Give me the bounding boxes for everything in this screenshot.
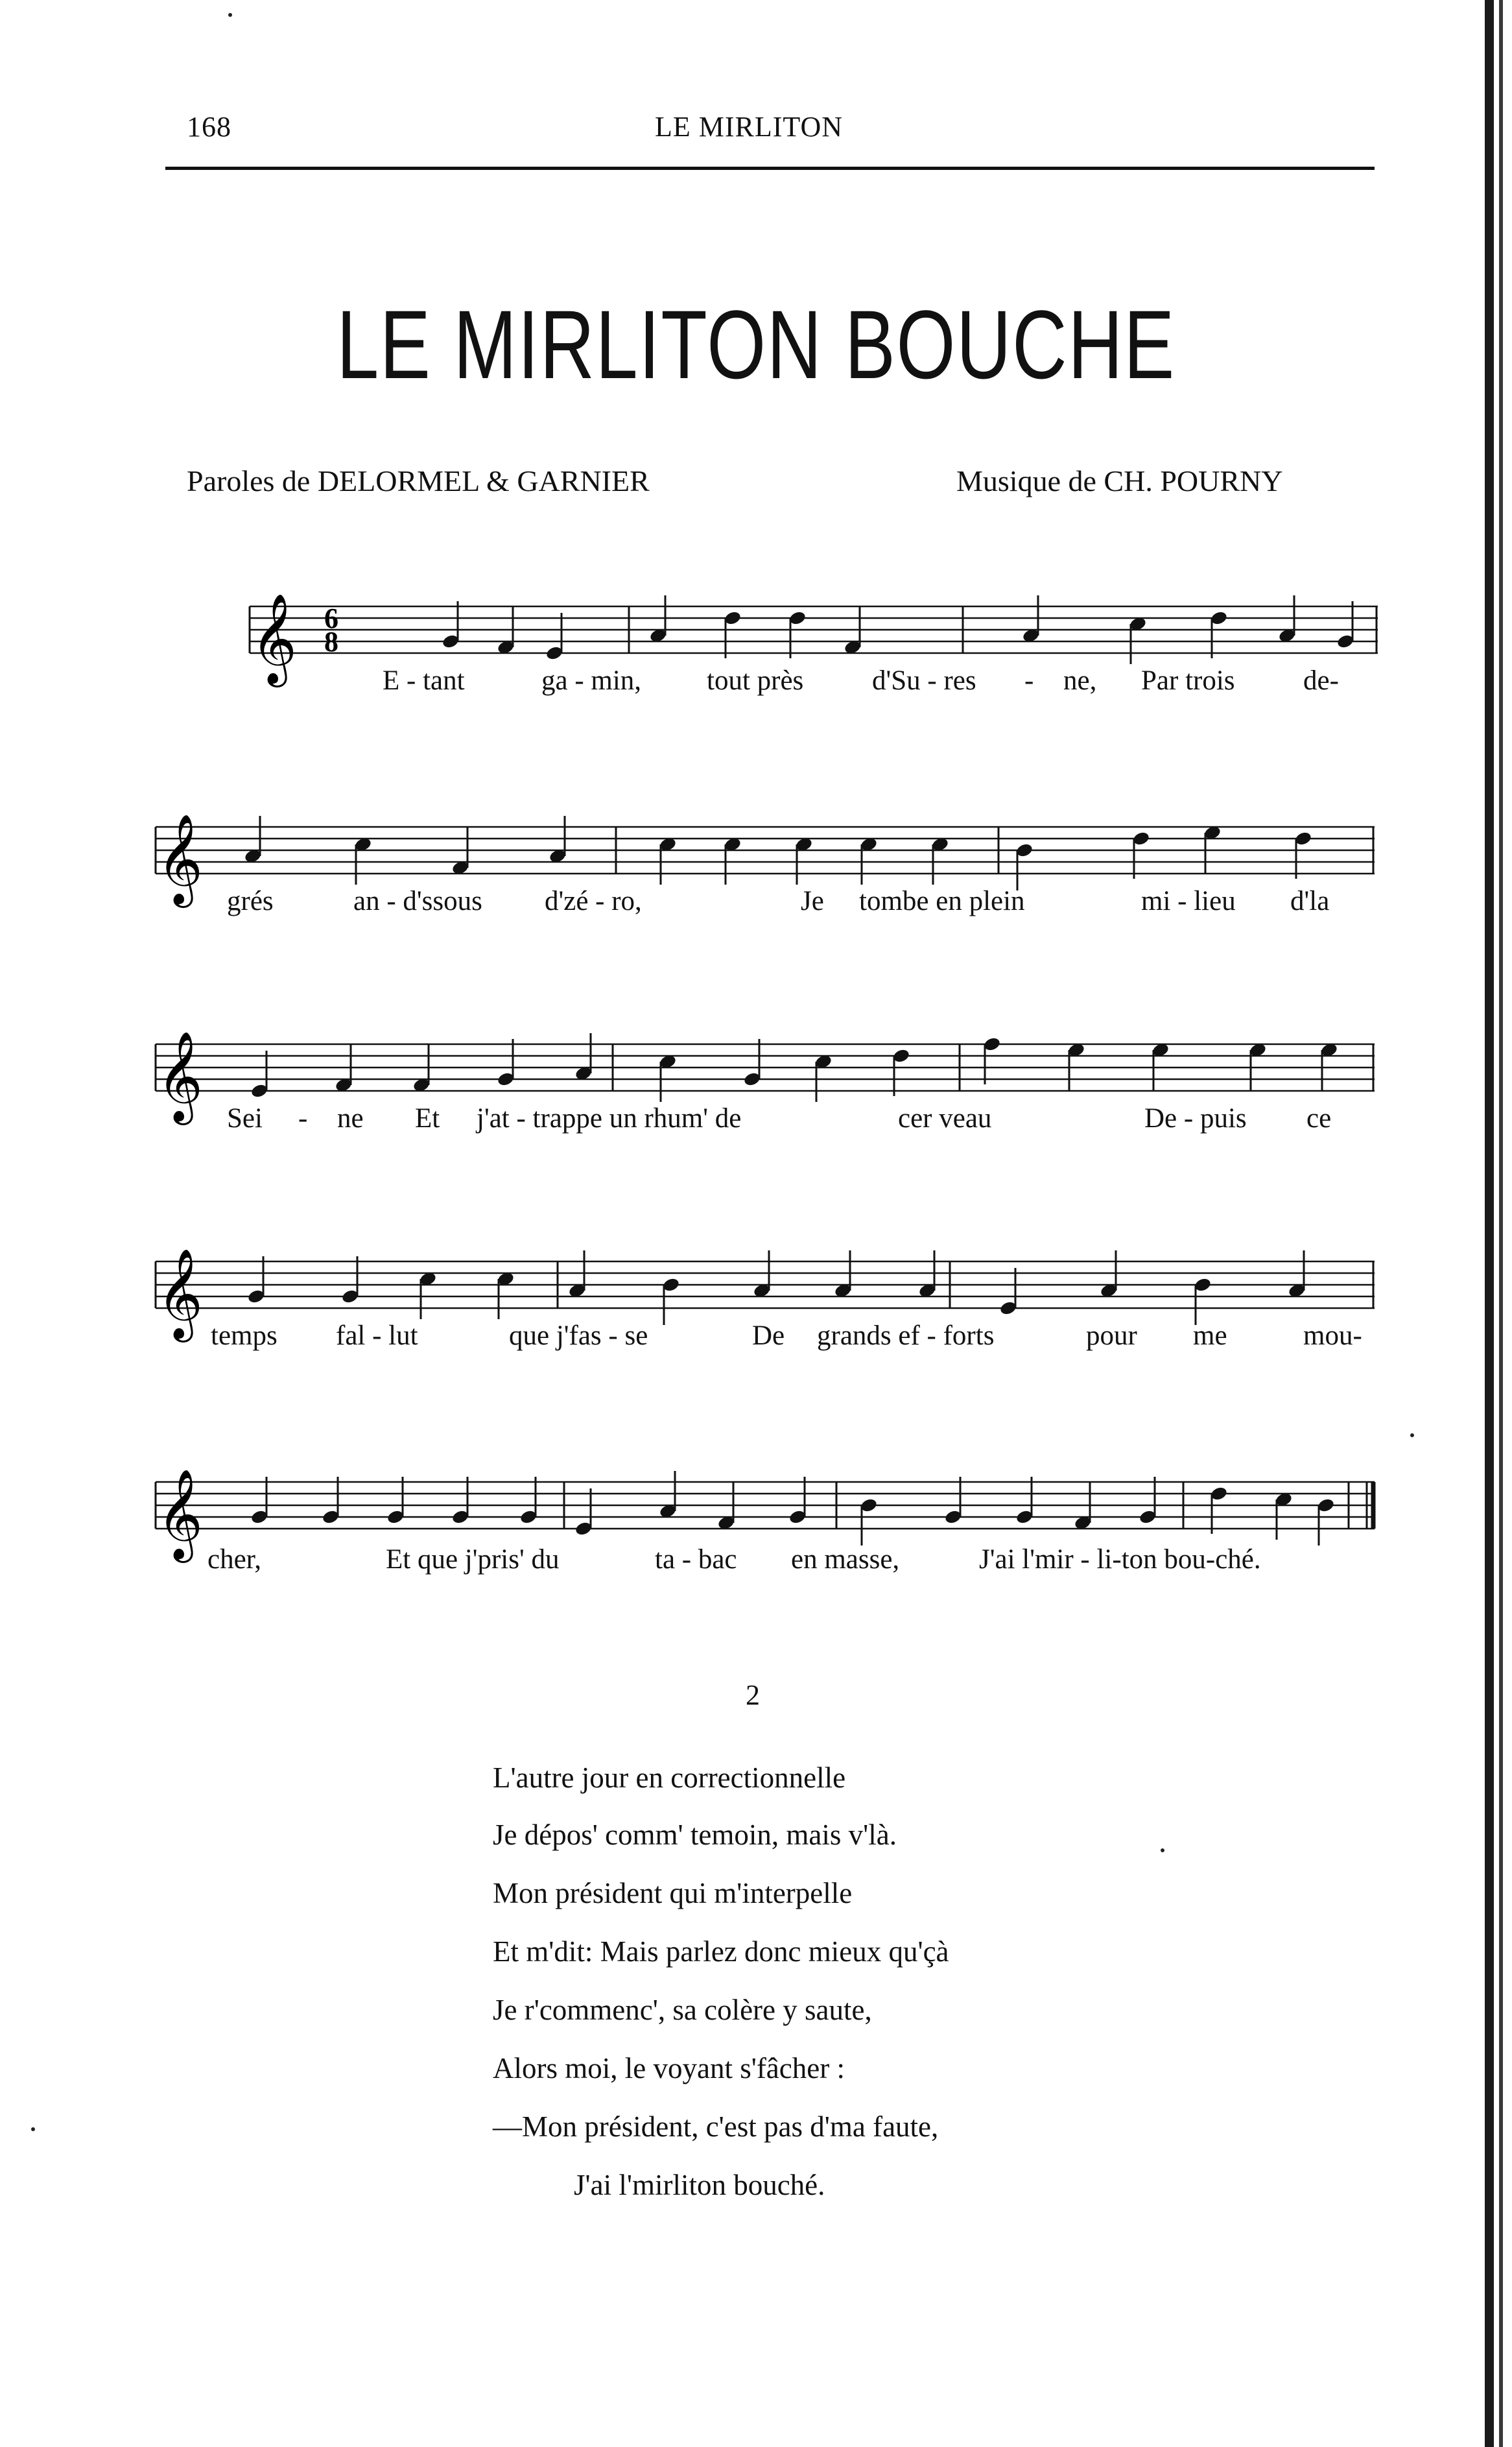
verse-line: Et m'dit: Mais parlez donc mieux qu'çà [493, 1935, 949, 1968]
lyric-syllable: grés [227, 886, 274, 916]
note-icon [1015, 1477, 1034, 1525]
lyric-syllable: d'la [1290, 886, 1330, 916]
lyric-syllable: temps [211, 1320, 278, 1351]
note-icon [1320, 1042, 1339, 1090]
lyric-syllable: ta - bac [655, 1544, 737, 1575]
note-icon [918, 1250, 937, 1298]
note-icon [574, 1033, 593, 1081]
lyric-syllable: Je [801, 886, 824, 916]
note-icon [1067, 1042, 1086, 1090]
lyric-syllable: De [752, 1320, 785, 1351]
lyric-syllable: tombe en plein [859, 886, 1025, 916]
note-icon [1203, 825, 1222, 873]
note-icon [322, 1477, 340, 1525]
lyric-syllable: ga - min, [541, 665, 642, 696]
stanza-number: 2 [746, 1679, 760, 1711]
page-number: 168 [187, 111, 231, 143]
note-icon [860, 837, 879, 885]
lyric-syllable: ne [337, 1103, 364, 1134]
note-icon [545, 613, 564, 661]
lyric-syllable: - [1024, 665, 1034, 696]
verse-line: Alors moi, le voyant s'fâcher : [493, 2052, 845, 2084]
note-icon [386, 1477, 405, 1525]
note-icon [1278, 595, 1297, 643]
verse-line: Je dépos' comm' temoin, mais v'là. [493, 1819, 897, 1851]
note-icon [412, 1045, 431, 1093]
note-icon [244, 816, 263, 864]
note-icon [1152, 1042, 1170, 1090]
note-icon [549, 816, 567, 864]
lyric-syllable: an - d'ssous [353, 886, 482, 916]
lyric-syllable: ne, [1063, 665, 1097, 696]
lyric-syllable: Et que j'pris' du [386, 1544, 560, 1575]
verse-line: L'autre jour en correctionnelle [493, 1761, 846, 1794]
note-icon [1288, 1250, 1306, 1298]
note-icon [250, 1051, 269, 1099]
verse-line: Je r'commenc', sa colère y saute, [493, 1994, 872, 2026]
note-icon [659, 1471, 678, 1519]
verse-line: Mon président qui m'interpelle [493, 1877, 853, 1909]
note-icon [717, 1483, 736, 1531]
time-signature-digit: 8 [324, 626, 338, 658]
note-icon [1132, 831, 1151, 879]
note-icon [1139, 1477, 1157, 1525]
note-icon [814, 1054, 833, 1102]
note-icon [743, 1039, 762, 1087]
note-icon [1275, 1492, 1293, 1540]
lyric-syllable: J'ai l'mir - li-ton bou-ché. [979, 1544, 1261, 1575]
note-icon [1015, 842, 1034, 890]
note-icon [1129, 616, 1148, 664]
note-icon [247, 1256, 266, 1304]
scan-speck [1410, 1433, 1414, 1437]
lyric-syllable: en masse, [791, 1544, 900, 1575]
note-icon [519, 1477, 538, 1525]
note-icon [788, 1477, 807, 1525]
treble-clef-icon: 𝄞 [157, 1469, 203, 1559]
time-signature-digit: 6 [324, 603, 338, 634]
note-icon [497, 1039, 515, 1087]
note-icon [1317, 1498, 1336, 1546]
lyric-syllable: Sei [227, 1103, 263, 1134]
note-icon [999, 1268, 1018, 1316]
running-head-title: LE MIRLITON [655, 111, 844, 143]
lyric-syllable: De - puis [1144, 1103, 1247, 1134]
lyric-syllable: me [1193, 1320, 1227, 1351]
treble-clef-icon: 𝄞 [251, 593, 297, 684]
note-icon [1022, 595, 1041, 643]
lyric-syllable: mou- [1303, 1320, 1362, 1351]
lyric-syllable: d'zé - ro, [545, 886, 642, 916]
lyric-syllable: grands ef - forts [817, 1320, 995, 1351]
note-icon [1210, 1486, 1229, 1534]
verse-line: J'ai l'mirliton bouché. [574, 2169, 825, 2201]
note-icon [1100, 1250, 1118, 1298]
note-icon [860, 1498, 879, 1546]
note-icon [1210, 610, 1229, 658]
note-icon [659, 1054, 678, 1102]
note-icon [753, 1250, 772, 1298]
lyric-syllable: de- [1303, 665, 1339, 696]
lyrics-credit: Paroles de DELORMEL & GARNIER [187, 464, 650, 497]
note-icon [341, 1256, 360, 1304]
lyric-syllable: que j'fas - se [509, 1320, 648, 1351]
scan-edge-shadow [1499, 0, 1503, 2447]
note-icon [354, 837, 373, 885]
lyric-syllable: fal - lut [336, 1320, 418, 1351]
scan-speck [31, 2127, 35, 2131]
note-icon [1074, 1483, 1093, 1531]
note-icon [844, 607, 862, 655]
lyric-syllable: - [298, 1103, 308, 1134]
treble-clef-icon: 𝄞 [157, 1031, 203, 1121]
scan-speck [1161, 1848, 1164, 1852]
note-icon [795, 837, 814, 885]
lyric-syllable: Par trois [1141, 665, 1235, 696]
lyric-syllable: ce [1306, 1103, 1332, 1134]
note-icon [568, 1250, 587, 1298]
lyric-syllable: tout près [707, 665, 804, 696]
lyric-syllable: mi - lieu [1141, 886, 1236, 916]
lyric-syllable: pour [1086, 1320, 1137, 1351]
note-icon [834, 1250, 853, 1298]
note-icon [788, 610, 807, 658]
note-icon [497, 607, 515, 655]
note-icon [574, 1488, 593, 1536]
note-icon [1249, 1042, 1268, 1090]
note-icon [892, 1048, 911, 1096]
header-rule [165, 167, 1375, 170]
note-icon [419, 1271, 438, 1319]
note-icon [250, 1477, 269, 1525]
note-icon [944, 1477, 963, 1525]
lyric-syllable: cer veau [898, 1103, 992, 1134]
music-credit: Musique de CH. POURNY [956, 464, 1283, 497]
note-icon [649, 595, 668, 643]
note-icon [662, 1277, 681, 1325]
lyric-syllable: E - tant [383, 665, 465, 696]
note-icon [451, 1477, 470, 1525]
lyric-syllable: d'Su - res [872, 665, 976, 696]
note-icon [1294, 831, 1313, 879]
note-icon [1194, 1277, 1212, 1325]
treble-clef-icon: 𝄞 [157, 1248, 203, 1339]
lyric-syllable: j'at - trappe un rhum' de [477, 1103, 742, 1134]
note-icon [983, 1036, 1002, 1084]
note-icon [931, 837, 950, 885]
note-icon [451, 828, 470, 876]
lyric-syllable: Et [415, 1103, 440, 1134]
treble-clef-icon: 𝄞 [157, 814, 203, 904]
note-icon [724, 610, 742, 658]
note-icon [1336, 601, 1355, 649]
note-icon [659, 837, 678, 885]
note-icon [724, 837, 742, 885]
note-icon [442, 601, 460, 649]
lyric-syllable: cher, [207, 1544, 262, 1575]
note-icon [497, 1271, 515, 1319]
scan-speck [228, 13, 232, 17]
song-title: LE MIRLITON BOUCHE [337, 290, 1175, 399]
scan-edge-shadow [1485, 0, 1494, 2447]
note-icon [335, 1045, 353, 1093]
verse-line: —Mon président, c'est pas d'ma faute, [493, 2110, 939, 2143]
